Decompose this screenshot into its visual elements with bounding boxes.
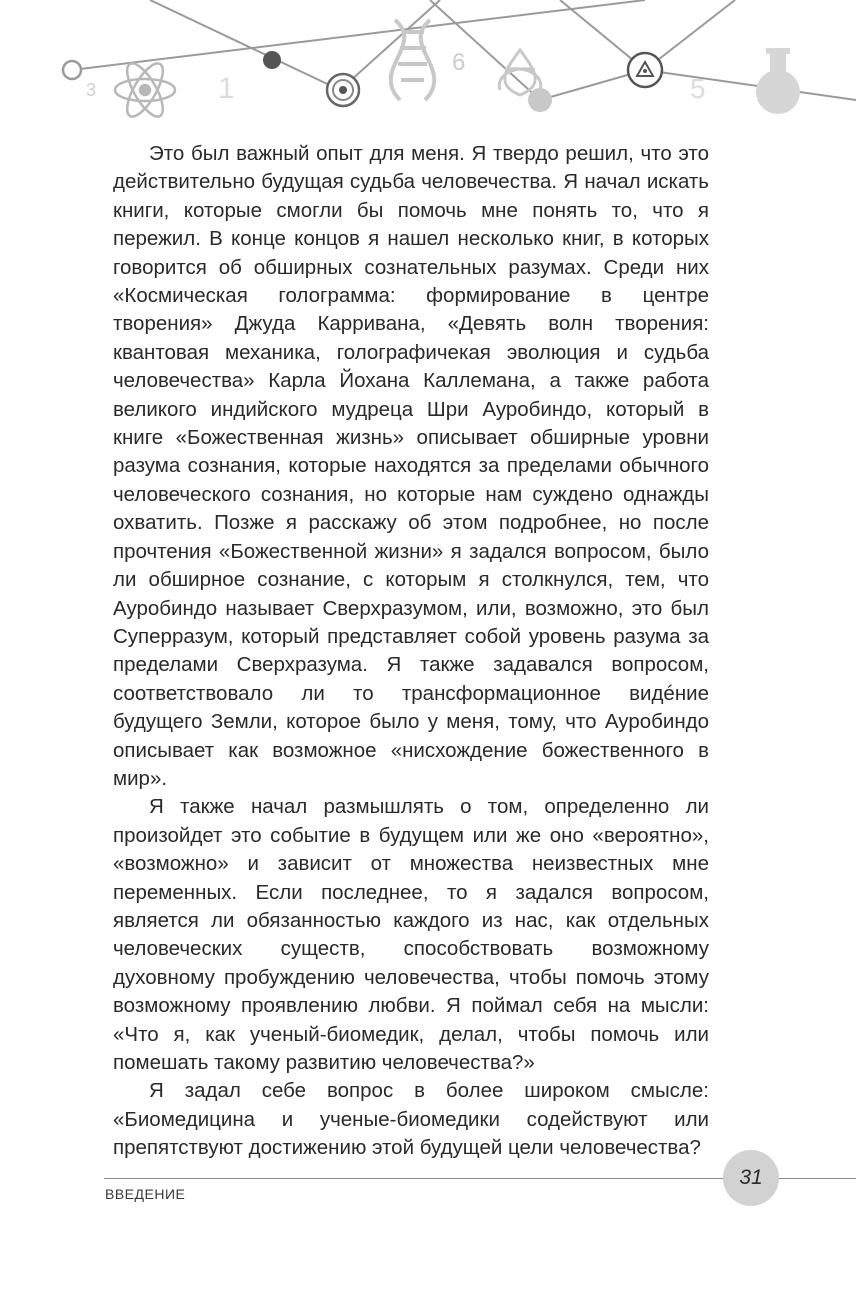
atom-icon bbox=[115, 59, 175, 122]
header-decoration bbox=[0, 0, 856, 130]
paragraph: Я задал себе вопрос в более широком смысле: «Биомедицина и ученые-биомедики содействуют или препятствуют достижению этой будущей цели человечества? bbox=[113, 1079, 709, 1160]
header-digit: 3 bbox=[86, 80, 97, 100]
header-digit: 1 bbox=[218, 72, 235, 105]
header-digit: 6 bbox=[452, 49, 466, 76]
page-number: 31 bbox=[739, 1166, 763, 1189]
body-text bbox=[113, 140, 709, 1163]
paragraph: Я также начал размышлять о том, определенно ли произойдет это событие в будущем или же оно «вероятно», «возможно» и зависит от множества неизвестных мне переменных. Если последнее, то я задался вопросом, является ли обязанностью каждого из нас, как отдельных человеческих существ, способствовать возможному духовному пробуждению человечества, чтобы помочь этому возможному проявлению любви. Я поймал себя на мысли: «Что я, как ученый-биомедик, делал, чтобы помочь или помешать такому развитию человечества?» bbox=[113, 795, 709, 1074]
header-digit: 5 bbox=[690, 73, 706, 104]
eye-icon bbox=[327, 74, 359, 106]
page-number-badge bbox=[723, 1150, 779, 1206]
compass-icon bbox=[628, 53, 662, 87]
node-circle-icon bbox=[63, 61, 81, 79]
paragraph: Это был важный опыт для меня. Я твердо решил, что это действительно будущая судьба человечества. Я начал искать книги, которые смогли бы помочь мне понять то, что я пережил. В конце концов я нашел несколько книг, в которых говорится об обширных сознательных разумах. Среди них «Космическая голограмма: формирование в центре творения» Джуда Карривана, «Девять волн творения: квантовая механика, голографичекая эволюция и судьба человечества» Карла Йохана Каллемана, а также работа великого индийского мудреца Шри Ауробиндо, который в книге «Божественная жизнь» описывает обширные уровни разума сознания, которые находятся за пределами обычного человеческого сознания, но которые нам суждено однажды охватить. Позже я расскажу об этом подробнее, но после прочтения «Божественной жизни» я задался вопросом, было ли обширное сознание, с которым я столкнулся, тем, что Ауробиндо называет Сверхразумом, или, возможно, это был Суперразум, который представляет собой уровень разума за пределами Сверхразума. Я также задавался вопросом, соответствовало ли то трансформационное видéние будущего Земли, которое было у меня, тому, что Ауробиндо описывает как возможное «нисхождение божественного в мир». bbox=[113, 142, 709, 790]
section-label: ВВЕДЕНИЕ bbox=[105, 1186, 186, 1202]
dna-icon bbox=[391, 20, 435, 100]
flask-icon bbox=[756, 48, 800, 114]
trinity-knot-icon bbox=[499, 50, 541, 95]
node-dot-icon bbox=[263, 51, 281, 69]
node-grey-icon bbox=[528, 88, 552, 112]
